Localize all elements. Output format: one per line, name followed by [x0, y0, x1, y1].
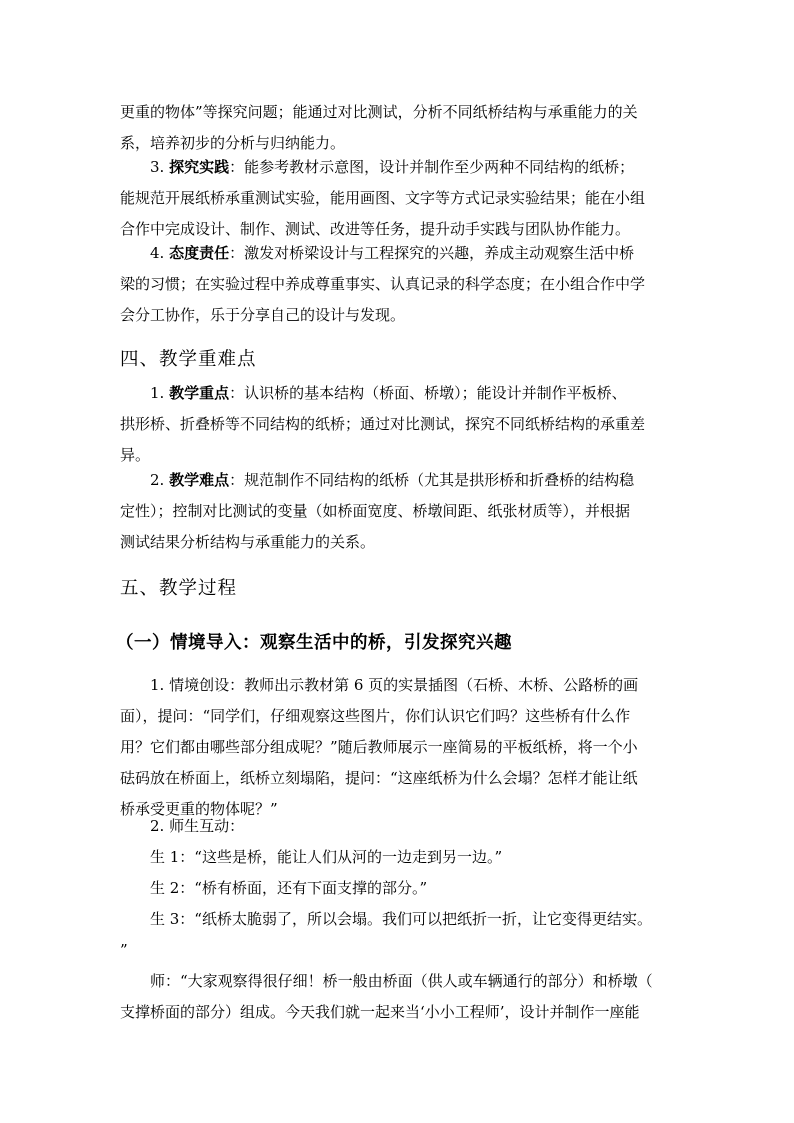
text-line: 定性）；控制对比测试的变量（如桥面宽度、桥墩间距、纸张材质等），并根据	[120, 502, 631, 520]
situation-paragraph	[120, 670, 676, 825]
text-line: 测试结果分析结构与承重能力的关系。	[120, 533, 376, 551]
text-line: 支撑桥面的部分）组成。今天我们就一起来当‘小小工程师’，设计并制作一座能	[120, 1003, 640, 1021]
interaction-paragraph	[120, 811, 676, 842]
item-number: 1.	[150, 384, 170, 402]
text-line: 生 2：“桥有桥面，还有下面支撑的部分。”	[150, 879, 428, 897]
text-line: 会分工协作，乐于分享自己的设计与发现。	[120, 306, 406, 324]
text-line: 异。	[120, 446, 151, 464]
text-line: 能规范开展纸桥承重测试实验，能用画图、文字等方式记录实验结果；能在小组	[120, 189, 646, 207]
student-1-line	[120, 842, 676, 873]
item-label: 教学重点	[169, 384, 230, 402]
text-line: 能参考教材示意图，设计并制作至少两种不同结构的纸桥；	[244, 158, 635, 176]
key-points-paragraph: 1. 教学重点：认识桥的基本结构（桥面、桥墩）；能设计并制作平板桥、 拱形桥、折叠桥等不同结构的纸桥；通过对比测试，探究不同纸桥结构的承重差 异。	[120, 378, 676, 471]
text-line: 生 1：“这些是桥，能让人们从河的一边走到另一边。”	[150, 848, 503, 866]
section-heading: 四、教学重难点	[120, 349, 257, 370]
objective-2-continuation	[120, 97, 676, 159]
item-number: 2.	[150, 471, 170, 489]
text-line: 1. 情境创设：教师出示教材第 6 页的实景插图（石桥、木桥、公路桥的画	[150, 676, 639, 694]
student-2-line	[120, 873, 676, 904]
item-label: 态度责任	[169, 244, 230, 262]
text-line: 生 3：“纸桥太脆弱了，所以会塌。我们可以把纸折一折，让它变得更结实。	[150, 910, 652, 928]
objective-4-paragraph: 4. 态度责任：激发对桥梁设计与工程探究的兴趣，养成主动观察生活中桥 梁的习惯；在实验过程中养成尊重事实、认真记录的科学态度；在小组合作中学 会分工协作，乐于分享自己的设计与发现。	[120, 238, 676, 331]
section-heading: 五、教学过程	[120, 578, 238, 599]
text-line: 砝码放在桥面上，纸桥立刻塌陷，提问：“这座纸桥为什么会塌？怎样才能让纸	[120, 769, 638, 787]
subsection-heading: （一）情境导入：观察生活中的桥，引发探究兴趣	[116, 633, 512, 653]
text-line: ”	[120, 941, 128, 959]
text-line: 师：“大家观察得很仔细！桥一般由桥面（供人或车辆通行的部分）和桥墩（	[150, 972, 653, 990]
text-line: 规范制作不同结构的纸桥（尤其是拱形桥和折叠桥的结构稳	[244, 471, 635, 489]
text-line: 系，培养初步的分析与归纳能力。	[120, 134, 346, 152]
text-line: 认识桥的基本结构（桥面、桥墩）；能设计并制作平板桥、	[244, 384, 627, 402]
text-line: 激发对桥梁设计与工程探究的兴趣，养成主动观察生活中桥	[244, 244, 635, 262]
text-line: 桥承受更重的物体呢？”	[120, 800, 278, 818]
text-line: 合作中完成设计、制作、测试、改进等任务，提升动手实践与团队协作能力。	[120, 220, 631, 238]
text-line: 2. 师生互动：	[150, 817, 245, 835]
objective-3-paragraph: 3. 探究实践：能参考教材示意图，设计并制作至少两种不同结构的纸桥； 能规范开展纸桥承重测试实验，能用画图、文字等方式记录实验结果；能在小组 合作中完成设计、制作、测试、改进等任务，提升动手实践与团队协作能力。	[120, 152, 676, 245]
teacher-line	[120, 966, 676, 1028]
student-3-line	[120, 904, 676, 966]
item-label: 探究实践	[169, 158, 230, 176]
item-label: 教学难点	[169, 471, 230, 489]
item-number: 3.	[150, 158, 170, 176]
text-line: 用？它们都由哪些部分组成呢？”随后教师展示一座简易的平板纸桥，将一个小	[120, 738, 638, 756]
text-line: 拱形桥、折叠桥等不同结构的纸桥；通过对比测试，探究不同纸桥结构的承重差	[120, 415, 646, 433]
text-line: 更重的物体”等探究问题；能通过对比测试，分析不同纸桥结构与承重能力的关	[120, 103, 638, 121]
text-line: 面），提问：“同学们，仔细观察这些图片，你们认识它们吗？这些桥有什么作	[120, 707, 631, 725]
text-line: 梁的习惯；在实验过程中养成尊重事实、认真记录的科学态度；在小组合作中学	[120, 275, 646, 293]
difficulties-paragraph: 2. 教学难点：规范制作不同结构的纸桥（尤其是拱形桥和折叠桥的结构稳 定性）；控制对比测试的变量（如桥面宽度、桥墩间距、纸张材质等），并根据 测试结果分析结构与承重能力的关系。	[120, 465, 676, 558]
item-number: 4.	[150, 244, 170, 262]
